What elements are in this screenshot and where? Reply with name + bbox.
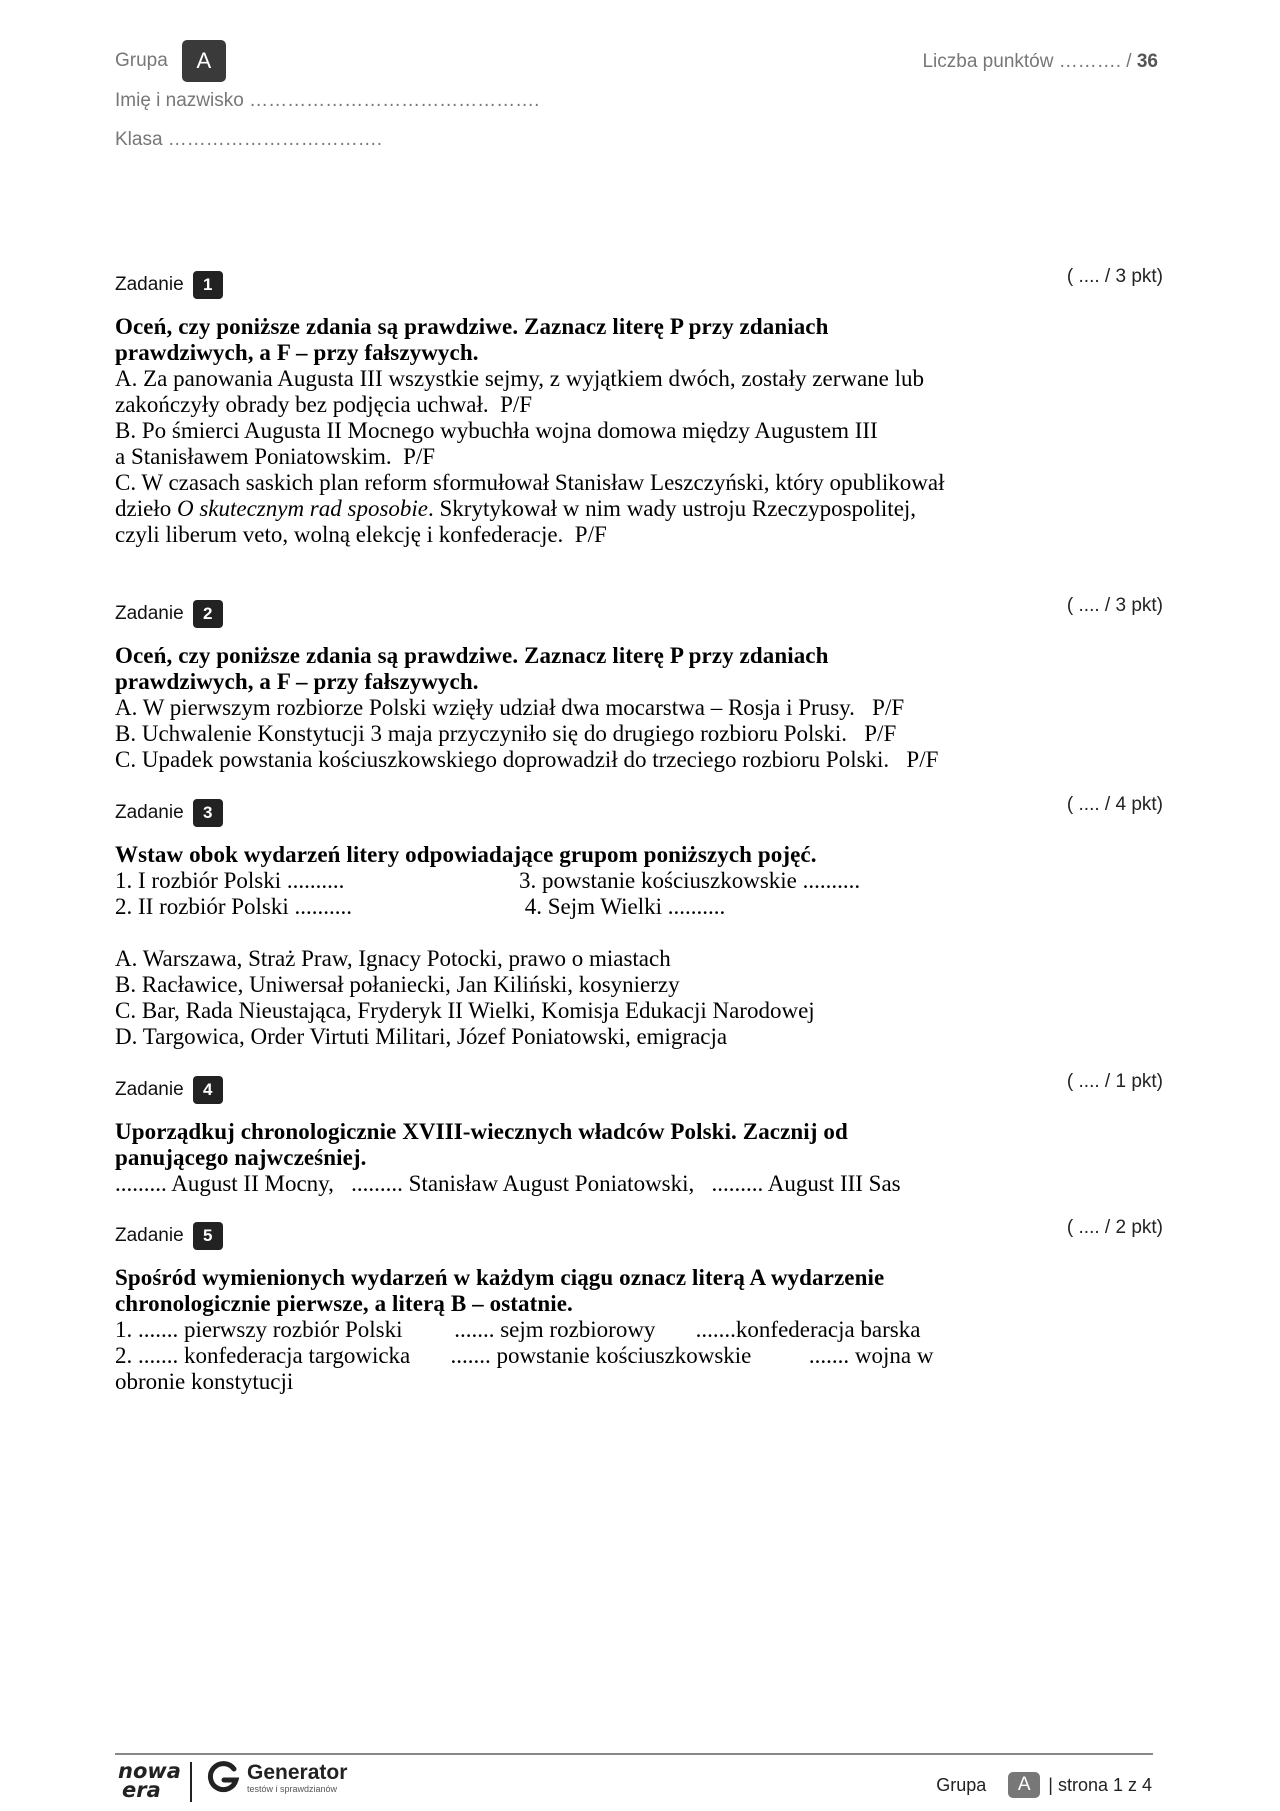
footer-group-badge: A bbox=[1008, 1772, 1040, 1798]
task-label: Zadanie bbox=[115, 1079, 184, 1100]
statement-line: C. Upadek powstania kościuszkowskiego doprowadził do trzeciego rozbioru Polski. P/F bbox=[115, 747, 939, 772]
task-points: ( .... / 3 pkt) bbox=[1066, 266, 1163, 287]
concept-group: D. Targowica, Order Virtuti Militari, Józef Poniatowski, emigracja bbox=[115, 1024, 728, 1049]
task-5 bbox=[115, 1217, 1163, 1395]
statement-line: A. W pierwszym rozbiorze Polski wzięły udział dwa mocarstwa – Rosja i Prusy. P/F bbox=[115, 695, 905, 720]
statement-line: C. W czasach saskich plan reform sformułował Stanisław Leszczyński, który opublikował bbox=[115, 470, 945, 495]
event-item: 1. I rozbiór Polski .......... bbox=[115, 868, 345, 893]
concept-group: A. Warszawa, Straż Praw, Ignacy Potocki, prawo o miastach bbox=[115, 946, 671, 971]
generator-logo bbox=[205, 1760, 347, 1796]
task-points: ( .... / 2 pkt) bbox=[1066, 1217, 1163, 1238]
task-number-badge: 3 bbox=[193, 799, 223, 827]
generator-title: Generator bbox=[247, 1761, 348, 1784]
task-instruction: Wstaw obok wydarzeń litery odpowiadające grupom poniższych pojęć. bbox=[115, 842, 817, 867]
text-fragment: dzieło bbox=[115, 496, 177, 521]
text-fragment: . Skrytykował w nim wady ustroju Rzeczypospolitej, bbox=[428, 496, 917, 521]
answer-line: obronie konstytucji bbox=[115, 1369, 294, 1394]
task-header bbox=[115, 595, 1163, 629]
group-badge: A bbox=[182, 40, 226, 82]
statement-line bbox=[115, 496, 1163, 522]
answer-line: 1. ....... pierwszy rozbiór Polski ....... sejm rozbiorowy .......konfederacja barska bbox=[115, 1317, 921, 1342]
statement-line: A. Za panowania Augusta III wszystkie sejmy, z wyjątkiem dwóch, zostały zerwane lub bbox=[115, 366, 925, 391]
task-label: Zadanie bbox=[115, 274, 184, 295]
task-label: Zadanie bbox=[115, 802, 184, 823]
statement-line: czyli liberum veto, wolną elekcję i konfederacje. P/F bbox=[115, 522, 607, 547]
task-header bbox=[115, 266, 1163, 300]
group-label: Grupa bbox=[115, 50, 168, 71]
task-points: ( .... / 4 pkt) bbox=[1066, 794, 1163, 815]
event-item: 2. II rozbiór Polski .......... bbox=[115, 894, 353, 919]
event-item: 4. Sejm Wielki .......... bbox=[519, 894, 726, 919]
task-points: ( .... / 3 pkt) bbox=[1066, 595, 1163, 616]
concept-group: B. Racławice, Uniwersał połaniecki, Jan Kiliński, kosynierzy bbox=[115, 972, 680, 997]
task-instruction: Oceń, czy poniższe zdania są prawdziwe. Zaznacz literę P przy zdaniach bbox=[115, 643, 829, 668]
nowa-era-logo bbox=[118, 1759, 181, 1802]
task-instruction: prawdziwych, a F – przy fałszywych. bbox=[115, 669, 479, 694]
event-item: 3. powstanie kościuszkowskie .......... bbox=[519, 868, 861, 893]
logo-text: nowa bbox=[118, 1759, 181, 1783]
task-header bbox=[115, 1217, 1163, 1251]
task-number-badge: 2 bbox=[193, 600, 223, 628]
footer-page-info bbox=[936, 1772, 1152, 1798]
logo-separator bbox=[190, 1762, 192, 1802]
event-list bbox=[115, 868, 1163, 920]
task-header bbox=[115, 1071, 1163, 1105]
task-points: ( .... / 1 pkt) bbox=[1066, 1071, 1163, 1092]
task-3 bbox=[115, 794, 1163, 1050]
generator-g-icon bbox=[205, 1760, 241, 1796]
task-instruction: Spośród wymienionych wydarzeń w każdym ciągu oznacz literą A wydarzenie bbox=[115, 1265, 885, 1290]
task-4 bbox=[115, 1071, 1163, 1197]
task-body bbox=[115, 643, 1163, 773]
task-instruction: Uporządkuj chronologicznie XVIII-wiecznych władców Polski. Zacznij od bbox=[115, 1119, 848, 1144]
task-instruction: prawdziwych, a F – przy fałszywych. bbox=[115, 340, 479, 365]
task-header bbox=[115, 794, 1163, 828]
statement-line: zakończyły obrady bez podjęcia uchwał. P/F bbox=[115, 392, 533, 417]
statement-line: B. Po śmierci Augusta II Mocnego wybuchła wojna domowa między Augustem III bbox=[115, 418, 878, 443]
footer-group-label: Grupa bbox=[936, 1774, 987, 1795]
task-1 bbox=[115, 266, 1163, 548]
generator-subtitle: testów i sprawdzianów bbox=[247, 1784, 338, 1794]
concept-group: C. Bar, Rada Nieustająca, Fryderyk II Wielki, Komisja Edukacji Narodowej bbox=[115, 998, 815, 1023]
task-instruction: panującego najwcześniej. bbox=[115, 1145, 367, 1170]
task-number-badge: 4 bbox=[193, 1076, 223, 1104]
task-number-badge: 1 bbox=[193, 271, 223, 299]
task-2 bbox=[115, 595, 1163, 773]
task-body bbox=[115, 1265, 1163, 1395]
task-body bbox=[115, 1119, 1163, 1197]
page-number: | strona 1 z 4 bbox=[1048, 1774, 1152, 1795]
task-instruction: Oceń, czy poniższe zdania są prawdziwe. Zaznacz literę P przy zdaniach bbox=[115, 314, 829, 339]
task-label: Zadanie bbox=[115, 603, 184, 624]
task-body bbox=[115, 842, 1163, 1050]
statement-line: a Stanisławem Poniatowskim. P/F bbox=[115, 444, 436, 469]
task-label: Zadanie bbox=[115, 1225, 184, 1246]
statement-line: B. Uchwalenie Konstytucji 3 maja przyczyniło się do drugiego rozbioru Polski. P/F bbox=[115, 721, 897, 746]
class-field: Klasa ……………………………. bbox=[115, 129, 383, 150]
header-group bbox=[115, 40, 226, 82]
answer-line: ......... August II Mocny, ......... Stanisław August Poniatowski, ......... August III Sas bbox=[115, 1171, 901, 1196]
answer-line: 2. ....... konfederacja targowicka ....... powstanie kościuszkowskie ....... wojna w bbox=[115, 1343, 934, 1368]
task-number-badge: 5 bbox=[193, 1222, 223, 1250]
footer-divider bbox=[115, 1753, 1153, 1755]
logo-text: era bbox=[122, 1778, 161, 1802]
book-title: O skutecznym rad sposobie bbox=[176, 496, 428, 521]
points-total bbox=[922, 51, 1158, 73]
task-body bbox=[115, 314, 1163, 548]
points-max: 36 bbox=[1136, 51, 1158, 72]
name-field: Imię i nazwisko ………………………………………. bbox=[115, 90, 540, 111]
points-label: Liczba punktów ………. / bbox=[922, 51, 1132, 72]
task-instruction: chronologicznie pierwsze, a literą B – ostatnie. bbox=[115, 1291, 573, 1316]
